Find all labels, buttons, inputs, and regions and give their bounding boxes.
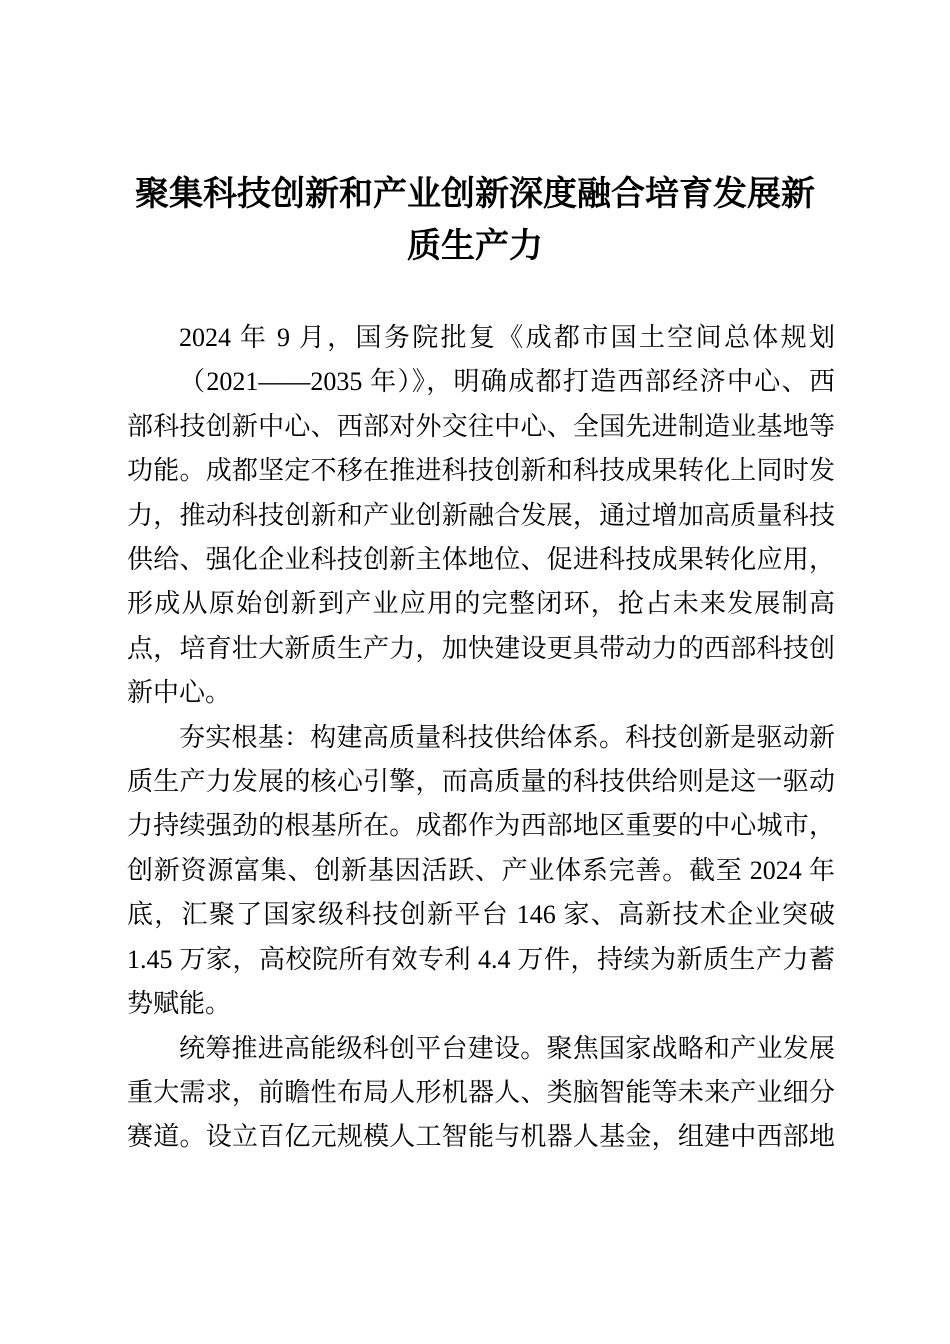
paragraph-line: （2021——2035 年）》，明确成都打造西部经济中心、西 [179, 367, 835, 397]
paragraph [127, 316, 835, 716]
paragraph-line: 点，培育壮大新质生产力，加快建设更具带动力的西部科技创 [127, 633, 835, 663]
paragraph [127, 1027, 835, 1160]
document-title-line-2: 质生产力 [407, 227, 543, 265]
paragraph-line: 底，汇聚了国家级科技创新平台 146 家、高新技术企业突破 [127, 900, 835, 930]
document-title [112, 0, 838, 272]
paragraph-line: 2024 年 9 月，国务院批复《成都市国土空间总体规划 [179, 323, 835, 352]
paragraph-line: 1.45 万家，高校院所有效专利 4.4 万件，持续为新质生产力蓄 [127, 944, 835, 974]
document-title-line-1: 聚集科技创新和产业创新深度融合培育发展新 [135, 175, 815, 213]
paragraph-line: 部科技创新中心、西部对外交往中心、全国先进制造业基地等 [127, 411, 835, 441]
paragraph-line: 质生产力发展的核心引擎，而高质量的科技供给则是这一驱动 [127, 767, 835, 797]
paragraph-line: 赛道。设立百亿元规模人工智能与机器人基金，组建中西部地 [127, 1122, 835, 1152]
paragraph-line: 夯实根基：构建高质量科技供给体系。科技创新是驱动新 [179, 722, 835, 752]
paragraph-line: 势赋能。 [127, 989, 232, 1019]
paragraph-line: 功能。成都坚定不移在推进科技创新和科技成果转化上同时发 [127, 456, 835, 486]
paragraph-line: 形成从原始创新到产业应用的完整闭环，抢占未来发展制高 [127, 589, 835, 619]
paragraph-line: 重大需求，前瞻性布局人形机器人、类脑智能等未来产业细分 [127, 1077, 835, 1107]
paragraph-line: 力，推动科技创新和产业创新融合发展，通过增加高质量科技 [127, 500, 835, 530]
paragraph [127, 716, 835, 1027]
paragraph-line: 统筹推进高能级科创平台建设。聚焦国家战略和产业发展 [179, 1033, 835, 1063]
paragraph-line: 供给、强化企业科技创新主体地位、促进科技成果转化应用， [127, 545, 835, 575]
paragraph-line: 新中心。 [127, 678, 232, 708]
paragraph-line: 力持续强劲的根基所在。成都作为西部地区重要的中心城市， [127, 811, 835, 841]
document-body [127, 316, 835, 1160]
paragraph-line: 创新资源富集、创新基因活跃、产业体系完善。截至 2024 年 [127, 855, 835, 885]
